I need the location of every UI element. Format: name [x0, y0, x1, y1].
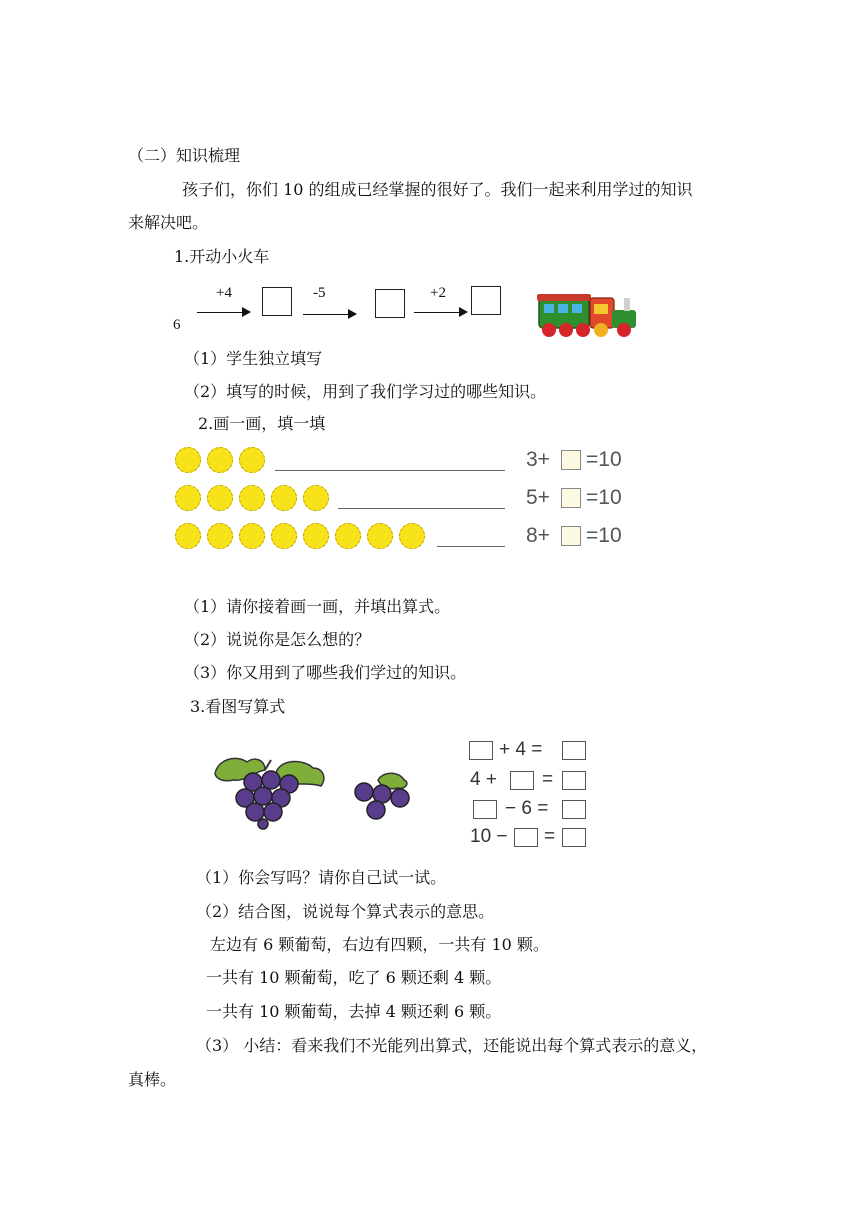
part2-q3: （3）你又用到了哪些我们学过的知识。 — [184, 663, 467, 682]
eq2-text-b: = — [542, 769, 554, 790]
arrow-3 — [414, 312, 466, 313]
toy-train-icon — [534, 288, 644, 340]
fill-box-2[interactable] — [561, 488, 581, 508]
op-minus5: -5 — [313, 285, 326, 301]
equation-1-left: 3+ — [526, 448, 550, 471]
equation-2-right: =10 — [586, 486, 622, 509]
dot — [207, 485, 233, 511]
part1-q2: （2）填写的时候，用到了我们学习过的哪些知识。 — [184, 382, 547, 401]
part3-answer-2: 一共有 10 颗葡萄，吃了 6 颗还剩 4 颗。 — [206, 968, 502, 987]
intro-line-1: 孩子们，你们 10 的组成已经掌握的很好了。我们一起来利用学过的知识 — [182, 180, 693, 199]
eq1-box-b[interactable] — [562, 741, 586, 760]
part2-title: 2.画一画，填一填 — [198, 414, 326, 433]
dot — [303, 485, 329, 511]
part2-q1: （1）请你接着画一画，并填出算式。 — [184, 597, 451, 616]
summary-line-1: （3） 小结：看来我们不光能列出算式，还能说出每个算式表示的意义， — [196, 1036, 708, 1055]
eq4-text-b: = — [544, 826, 556, 847]
equation-1-right: =10 — [586, 448, 622, 471]
answer-box-1[interactable] — [262, 287, 292, 316]
equation-3-left: 8+ — [526, 524, 550, 547]
dot — [303, 523, 329, 549]
eq2-text-a: 4 + — [470, 769, 497, 790]
start-number: 6 — [173, 317, 181, 333]
part3-title: 3.看图写算式 — [190, 697, 286, 716]
grapes-right-icon — [350, 770, 418, 828]
eq3-box-b[interactable] — [562, 800, 586, 819]
dot — [271, 523, 297, 549]
eq3-box-a[interactable] — [473, 800, 497, 819]
arrow-1 — [197, 312, 249, 313]
dot — [271, 485, 297, 511]
section-title: （二）知识梳理 — [128, 146, 241, 165]
dot — [175, 447, 201, 473]
draw-line-3[interactable] — [437, 546, 505, 547]
part1-title: 1.开动小火车 — [174, 247, 270, 266]
draw-line-1[interactable] — [275, 470, 505, 471]
dot — [367, 523, 393, 549]
answer-box-3[interactable] — [471, 286, 501, 315]
summary-line-2: 真棒。 — [128, 1070, 177, 1089]
eq2-box-a[interactable] — [510, 771, 534, 790]
answer-box-2[interactable] — [375, 289, 405, 318]
eq3-text: − 6 = — [505, 798, 549, 819]
dot — [399, 523, 425, 549]
equation-2-left: 5+ — [526, 486, 550, 509]
dot — [239, 485, 265, 511]
dot — [175, 523, 201, 549]
fill-box-1[interactable] — [561, 450, 581, 470]
op-plus2: +2 — [430, 285, 446, 301]
op-plus4: +4 — [216, 285, 232, 301]
dot — [175, 485, 201, 511]
part2-q2: （2）说说你是怎么想的？ — [184, 630, 371, 649]
part3-q2: （2）结合图，说说每个算式表示的意思。 — [196, 902, 495, 921]
dot — [207, 523, 233, 549]
eq4-text-a: 10 − — [470, 826, 508, 847]
part1-q1: （1）学生独立填写 — [184, 349, 323, 368]
eq4-box-a[interactable] — [514, 828, 538, 847]
dot — [207, 447, 233, 473]
grapes-left-icon — [205, 752, 330, 830]
eq1-box-a[interactable] — [469, 741, 493, 760]
eq1-text: + 4 = — [499, 739, 543, 760]
arrow-2 — [303, 314, 355, 315]
equation-3-right: =10 — [586, 524, 622, 547]
part3-answer-3: 一共有 10 颗葡萄，去掉 4 颗还剩 6 颗。 — [206, 1002, 502, 1021]
intro-line-2: 来解决吧。 — [128, 213, 209, 232]
draw-line-2[interactable] — [338, 508, 505, 509]
eq2-box-b[interactable] — [562, 771, 586, 790]
part3-answer-1: 左边有 6 颗葡萄，右边有四颗，一共有 10 颗。 — [210, 935, 549, 954]
eq4-box-b[interactable] — [562, 828, 586, 847]
part3-q1: （1）你会写吗？请你自己试一试。 — [196, 868, 447, 887]
dot — [335, 523, 361, 549]
dot — [239, 447, 265, 473]
fill-box-3[interactable] — [561, 526, 581, 546]
dot — [239, 523, 265, 549]
